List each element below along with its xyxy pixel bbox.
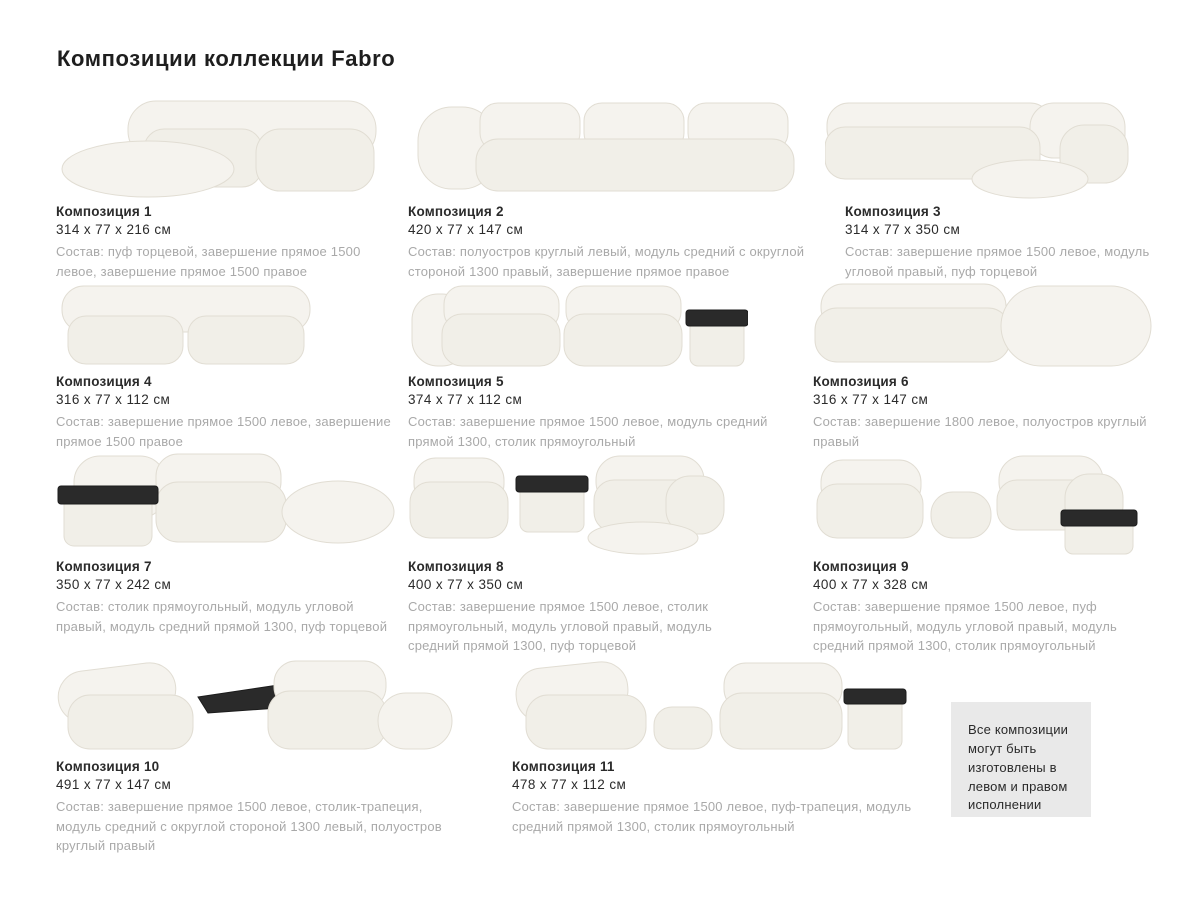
composition-description: Состав: завершение прямое 1500 левое, завершение прямое 1500 правое bbox=[56, 414, 391, 449]
composition-dimensions: 316 х 77 х 112 см bbox=[56, 392, 171, 407]
composition-card-2 bbox=[408, 95, 813, 281]
composition-card-8 bbox=[408, 450, 758, 656]
composition-dimensions: 314 х 77 х 350 см bbox=[845, 222, 961, 237]
composition-dimensions: 316 х 77 х 147 см bbox=[813, 392, 929, 407]
composition-name: Композиция 4 bbox=[56, 374, 152, 389]
composition-8-image bbox=[408, 450, 758, 555]
sofa-illustration bbox=[408, 280, 748, 370]
composition-description: Состав: завершение прямое 1500 левое, пуф прямоугольный, модуль угловой правый, модуль средний прямой 1300, столик прямоугольный bbox=[813, 599, 1117, 653]
composition-dimensions: 314 х 77 х 216 см bbox=[56, 222, 172, 237]
composition-description: Состав: завершение прямое 1500 левое, пуф-трапеция, модуль средний прямой 1300, столик прямоугольный bbox=[512, 799, 912, 834]
sofa-illustration bbox=[56, 655, 456, 755]
composition-5-image bbox=[408, 280, 768, 370]
composition-name: Композиция 5 bbox=[408, 374, 504, 389]
composition-card-11 bbox=[512, 655, 912, 836]
composition-dimensions: 491 х 77 х 147 см bbox=[56, 777, 172, 792]
composition-description: Состав: завершение прямое 1500 левое, столик-трапеция, модуль средний с округлой стороной 1300 левый, полуостров круглый правый bbox=[56, 799, 442, 853]
composition-description: Состав: завершение 1800 левое, полуостров круглый правый bbox=[813, 414, 1147, 449]
note-text: Все композиции могут быть изготовлены в левом и правом исполнении bbox=[968, 722, 1069, 813]
composition-6-image bbox=[813, 280, 1163, 370]
sofa-illustration bbox=[512, 655, 912, 755]
composition-card-5 bbox=[408, 280, 768, 451]
composition-description: Состав: пуф торцевой, завершение прямое 1500 левое, завершение прямое 1500 правое bbox=[56, 244, 361, 279]
composition-dimensions: 478 х 77 х 112 см bbox=[512, 777, 627, 792]
composition-name: Композиция 1 bbox=[56, 204, 152, 219]
composition-2-image bbox=[408, 95, 813, 200]
composition-name: Композиция 3 bbox=[845, 204, 941, 219]
composition-description: Состав: завершение прямое 1500 левое, столик прямоугольный, модуль угловой правый, модуль средний прямой 1300, пуф торцевой bbox=[408, 599, 712, 653]
composition-4-image bbox=[56, 280, 396, 370]
sofa-illustration bbox=[408, 450, 758, 555]
sofa-illustration bbox=[825, 95, 1160, 200]
composition-card-9 bbox=[813, 450, 1168, 656]
composition-name: Композиция 6 bbox=[813, 374, 909, 389]
composition-dimensions: 374 х 77 х 112 см bbox=[408, 392, 523, 407]
sofa-illustration bbox=[813, 280, 1158, 370]
composition-name: Композиция 8 bbox=[408, 559, 504, 574]
composition-dimensions: 400 х 77 х 350 см bbox=[408, 577, 524, 592]
composition-card-10 bbox=[56, 655, 456, 856]
composition-dimensions: 420 х 77 х 147 см bbox=[408, 222, 524, 237]
composition-description: Состав: завершение прямое 1500 левое, модуль угловой правый, пуф торцевой bbox=[845, 244, 1150, 279]
composition-description: Состав: завершение прямое 1500 левое, модуль средний прямой 1300, столик прямоугольный bbox=[408, 414, 768, 449]
composition-card-6 bbox=[813, 280, 1163, 451]
composition-name: Композиция 11 bbox=[512, 759, 615, 774]
composition-7-image bbox=[56, 450, 401, 555]
composition-3-image bbox=[825, 95, 1170, 200]
composition-name: Композиция 10 bbox=[56, 759, 160, 774]
sofa-illustration bbox=[56, 450, 396, 555]
composition-9-image bbox=[813, 450, 1168, 555]
composition-dimensions: 400 х 77 х 328 см bbox=[813, 577, 929, 592]
sofa-illustration bbox=[56, 280, 316, 370]
composition-description: Состав: полуостров круглый левый, модуль средний с округлой стороной 1300 правый, завершение прямое правое bbox=[408, 244, 805, 279]
page-title: Композиции коллекции Fabro bbox=[57, 46, 396, 71]
sofa-illustration bbox=[813, 450, 1163, 555]
composition-1-image bbox=[56, 95, 396, 200]
composition-name: Композиция 9 bbox=[813, 559, 909, 574]
composition-10-image bbox=[56, 655, 456, 755]
composition-card-1 bbox=[56, 95, 396, 281]
composition-name: Композиция 2 bbox=[408, 204, 504, 219]
composition-name: Композиция 7 bbox=[56, 559, 152, 574]
composition-card-4 bbox=[56, 280, 396, 451]
note-box bbox=[951, 702, 1091, 817]
composition-description: Состав: столик прямоугольный, модуль угловой правый, модуль средний прямой 1300, пуф торцевой bbox=[56, 599, 388, 634]
composition-card-3 bbox=[845, 95, 1170, 281]
sofa-illustration bbox=[408, 95, 808, 200]
composition-card-7 bbox=[56, 450, 401, 636]
sofa-illustration bbox=[56, 95, 391, 200]
composition-dimensions: 350 х 77 х 242 см bbox=[56, 577, 172, 592]
composition-11-image bbox=[512, 655, 912, 755]
